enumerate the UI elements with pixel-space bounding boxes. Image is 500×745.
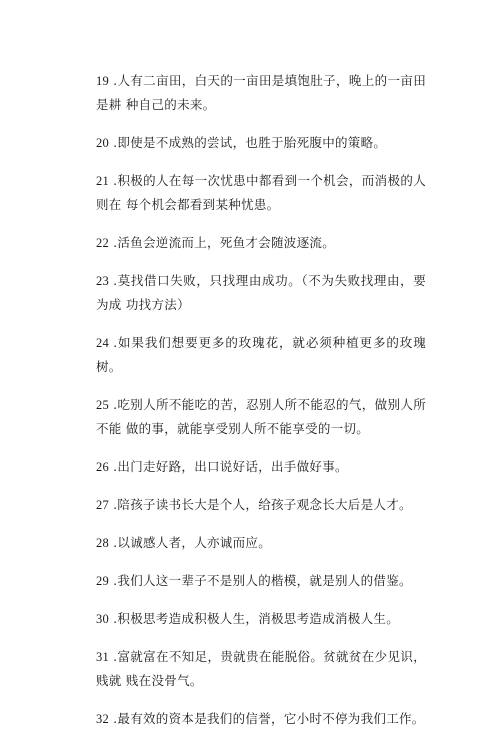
item-text: 我们人这一辈子不是别人的楷模，就是别人的借鉴。	[117, 573, 412, 588]
item-text: 积极思考造成积极人生，消极思考造成消极人生。	[117, 611, 399, 626]
item-text: 即使是不成熟的尝试，也胜于胎死腹中的策略。	[117, 135, 387, 150]
list-item: 31 .富就富在不知足，贵就贵在能脱俗。贫就贫在少见识，贱就 贱在没骨气。	[96, 649, 426, 688]
list-item: 20 .即使是不成熟的尝试，也胜于胎死腹中的策略。	[96, 135, 387, 150]
item-number: 19	[96, 74, 110, 88]
quote-list	[96, 69, 426, 745]
list-item: 32 .最有效的资本是我们的信誉，它小时不停为我们工作。	[96, 711, 425, 726]
list-item: 30 .积极思考造成积极人生，消极思考造成消极人生。	[96, 611, 399, 626]
list-item: 27 .陪孩子读书长大是个人，给孩子观念长大后是人才。	[96, 497, 412, 512]
item-text: 富就富在不知足，贵就贵在能脱俗。贫就贫在少见识，贱就 贱在没骨气。	[96, 649, 426, 688]
list-item: 23 .莫找借口失败，只找理由成功。（不为失败找理由，要为成 功找方法）	[96, 273, 426, 312]
item-number: 29	[96, 574, 110, 588]
item-number: 26	[96, 460, 110, 474]
list-item: 21 .积极的人在每一次忧患中都看到一个机会，而消极的人则在 每个机会都看到某种忧患。	[96, 173, 426, 212]
list-item: 24 .如果我们想要更多的玫瑰花，就必须种植更多的玫瑰树。	[96, 335, 426, 374]
item-number: 24	[96, 336, 110, 350]
list-item: 22 .活鱼会逆流而上，死鱼才会随波逐流。	[96, 235, 335, 250]
item-number: 23	[96, 274, 110, 288]
item-number: 25	[96, 398, 110, 412]
item-number: 30	[96, 612, 110, 626]
item-number: 27	[96, 498, 110, 512]
item-text: 如果我们想要更多的玫瑰花，就必须种植更多的玫瑰树。	[96, 335, 426, 374]
item-number: 31	[96, 650, 110, 664]
list-item: 28 .以诚感人者，人亦诚而应。	[96, 535, 271, 550]
item-number: 21	[96, 174, 110, 188]
list-item: 19 .人有二亩田，白天的一亩田是填饱肚子，晚上的一亩田是耕 种自己的未来。	[96, 73, 426, 112]
item-text: 以诚感人者，人亦诚而应。	[117, 535, 271, 550]
item-text: 陪孩子读书长大是个人，给孩子观念长大后是人才。	[117, 497, 412, 512]
item-text: 积极的人在每一次忧患中都看到一个机会，而消极的人则在 每个机会都看到某种忧患。	[96, 173, 426, 212]
item-number: 28	[96, 536, 110, 550]
item-text: 活鱼会逆流而上，死鱼才会随波逐流。	[117, 235, 335, 250]
item-text: 出门走好路，出口说好话，出手做好事。	[117, 459, 348, 474]
item-text: 最有效的资本是我们的信誉，它小时不停为我们工作。	[117, 711, 425, 726]
item-text: 人有二亩田，白天的一亩田是填饱肚子，晚上的一亩田是耕 种自己的未来。	[96, 73, 426, 112]
list-item: 29 .我们人这一辈子不是别人的楷模，就是别人的借鉴。	[96, 573, 412, 588]
item-text: 莫找借口失败，只找理由成功。（不为失败找理由，要为成 功找方法）	[96, 273, 426, 312]
list-item: 26 .出门走好路，出口说好话，出手做好事。	[96, 459, 348, 474]
list-item: 25 .吃别人所不能吃的苦，忍别人所不能忍的气，做别人所不能 做的事，就能享受别人所不能享受的一切。	[96, 397, 426, 436]
item-number: 22	[96, 236, 110, 250]
item-number: 32	[96, 712, 110, 726]
item-number: 20	[96, 136, 110, 150]
item-text: 吃别人所不能吃的苦，忍别人所不能忍的气，做别人所不能 做的事，就能享受别人所不能享受的一切。	[96, 397, 426, 436]
